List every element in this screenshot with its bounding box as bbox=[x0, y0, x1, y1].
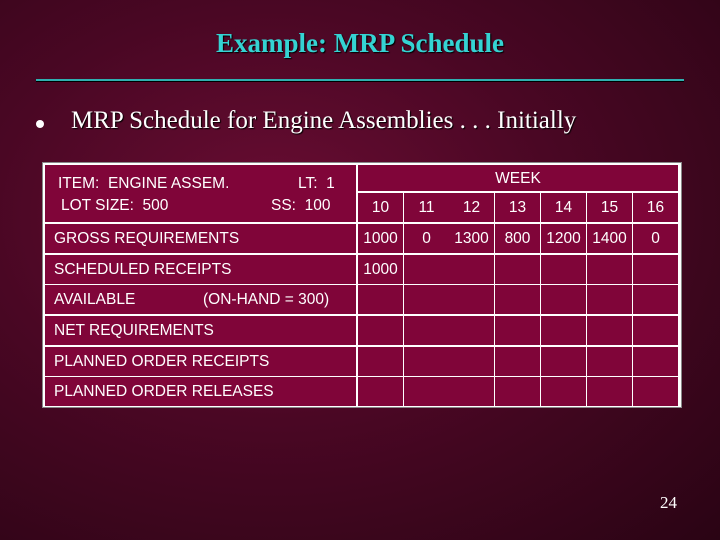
table-cell bbox=[449, 255, 494, 284]
table-cell bbox=[541, 316, 586, 345]
table-cell bbox=[358, 285, 403, 314]
row-label: SCHEDULED RECEIPTS bbox=[54, 261, 232, 278]
row-label: AVAILABLE bbox=[54, 291, 136, 308]
table-cell bbox=[541, 377, 586, 406]
table-cell bbox=[541, 285, 586, 314]
table-cell bbox=[495, 377, 540, 406]
table-cell bbox=[633, 316, 678, 345]
table-cell bbox=[495, 347, 540, 376]
row-label: PLANNED ORDER RECEIPTS bbox=[54, 353, 270, 370]
row-label-cell bbox=[45, 255, 356, 284]
row-label-cell bbox=[45, 285, 356, 314]
table-cell bbox=[633, 285, 678, 314]
table-cell: 1000 bbox=[358, 255, 403, 284]
mrp-table bbox=[42, 162, 682, 408]
table-cell bbox=[449, 316, 494, 345]
week-cell: 14 bbox=[541, 193, 586, 222]
table-cell: 1200 bbox=[541, 224, 586, 253]
week-cell: 11 bbox=[404, 193, 449, 222]
page-number: 24 bbox=[660, 493, 677, 512]
table-cell bbox=[449, 347, 494, 376]
table-cell bbox=[449, 377, 494, 406]
week-cell: 13 bbox=[495, 193, 540, 222]
table-cell: 1000 bbox=[358, 224, 403, 253]
table-cell bbox=[358, 316, 403, 345]
item-header-cell bbox=[45, 165, 356, 222]
table-cell bbox=[495, 255, 540, 284]
slide-title: Example: MRP Schedule bbox=[216, 28, 504, 58]
lead-time-label: LT: 1 bbox=[298, 175, 335, 192]
row-label-cell bbox=[45, 316, 356, 345]
week-cell: 10 bbox=[358, 193, 403, 222]
safety-stock-label: SS: 100 bbox=[271, 197, 331, 214]
table-cell bbox=[358, 377, 403, 406]
week-cell: 15 bbox=[587, 193, 632, 222]
row-label-cell bbox=[45, 377, 356, 406]
bullet-icon bbox=[36, 120, 44, 128]
table-cell: 0 bbox=[633, 224, 678, 253]
title-divider bbox=[36, 79, 684, 81]
table-cell bbox=[633, 255, 678, 284]
table-cell bbox=[495, 285, 540, 314]
row-label-cell bbox=[45, 347, 356, 376]
bullet-text: MRP Schedule for Engine Assemblies . . . Initially bbox=[71, 107, 577, 134]
table-cell: 800 bbox=[495, 224, 540, 253]
table-cell: 1400 bbox=[587, 224, 632, 253]
table-cell bbox=[587, 285, 632, 314]
week-label: WEEK bbox=[495, 170, 541, 187]
table-cell bbox=[633, 377, 678, 406]
table-cell: 1300 bbox=[449, 224, 494, 253]
table-cell bbox=[404, 316, 449, 345]
row-label: PLANNED ORDER RELEASES bbox=[54, 383, 274, 400]
table-cell bbox=[404, 347, 449, 376]
lot-size-label: LOT SIZE: 500 bbox=[61, 197, 169, 214]
table-cell bbox=[633, 347, 678, 376]
week-cell: 16 bbox=[633, 193, 678, 222]
row-note: (ON-HAND = 300) bbox=[203, 291, 330, 308]
table-cell bbox=[587, 377, 632, 406]
item-label: ITEM: ENGINE ASSEM. bbox=[58, 175, 230, 192]
table-cell bbox=[449, 285, 494, 314]
table-cell bbox=[587, 347, 632, 376]
table-cell bbox=[358, 347, 403, 376]
table-cell bbox=[404, 377, 449, 406]
table-cell bbox=[587, 255, 632, 284]
table-cell bbox=[587, 316, 632, 345]
week-cell: 12 bbox=[449, 193, 494, 222]
row-label-cell bbox=[45, 224, 356, 253]
table-cell bbox=[404, 255, 449, 284]
table-cell bbox=[495, 316, 540, 345]
table-cell bbox=[541, 347, 586, 376]
row-label: GROSS REQUIREMENTS bbox=[54, 230, 240, 247]
table-cell bbox=[404, 285, 449, 314]
week-header-cell bbox=[358, 165, 678, 191]
table-cell: 0 bbox=[404, 224, 449, 253]
table-cell bbox=[541, 255, 586, 284]
row-label: NET REQUIREMENTS bbox=[54, 322, 214, 339]
